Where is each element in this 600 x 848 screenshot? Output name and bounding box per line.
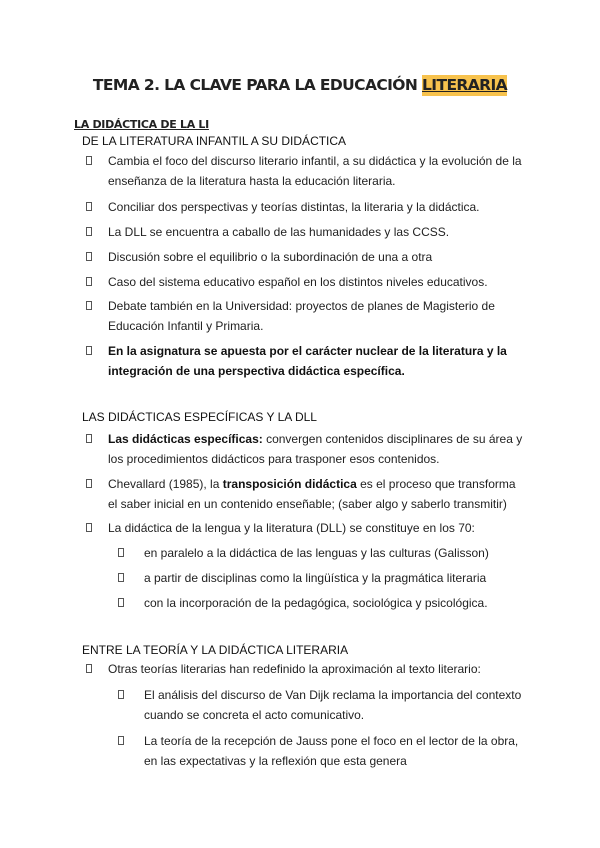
bullet-icon <box>86 252 92 261</box>
bullet-icon <box>86 479 92 488</box>
list-item: Chevallard (1985), la transposición didáctica es el proceso que transforma el saber inicial en un contenido enseñable; (saber algo y saberlo transmitir) <box>86 474 526 514</box>
bullet-icon <box>86 664 92 673</box>
bullet-icon <box>86 277 92 286</box>
list-item: Las didácticas específicas: convergen contenidos disciplinares de su área y los procedimientos didácticos para trasponer esos contenidos. <box>86 429 526 469</box>
bullet-icon <box>86 156 92 165</box>
bullet-icon <box>118 598 124 607</box>
list-item: con la incorporación de la pedagógica, sociológica y psicológica. <box>118 593 528 613</box>
bullet-icon <box>86 202 92 211</box>
bullet-icon <box>118 573 124 582</box>
bullet-icon <box>118 736 124 745</box>
list-item: a partir de disciplinas como la lingüística y la pragmática literaria <box>118 568 528 588</box>
list-item: Debate también en la Universidad: proyectos de planes de Magisterio de Educación Infantil y Primaria. <box>86 296 526 336</box>
bullet-icon <box>86 301 92 310</box>
list-item: En la asignatura se apuesta por el carácter nuclear de la literatura y la integración de una perspectiva didáctica específica. <box>86 341 526 381</box>
list-item: Cambia el foco del discurso literario infantil, a su didáctica y la evolución de la enseñanza de la literatura hasta la educación literaria. <box>86 151 526 191</box>
bullet-icon <box>86 346 92 355</box>
list-item: Otras teorías literarias han redefinido la aproximación al texto literario: <box>86 659 526 679</box>
list-item: La didáctica de la lengua y la literatura (DLL) se constituye en los 70: <box>86 518 526 538</box>
page-title <box>0 76 600 94</box>
list-item: La DLL se encuentra a caballo de las humanidades y las CCSS. <box>86 222 526 242</box>
bullet-icon <box>86 434 92 443</box>
title-highlight: LITERARIA <box>422 76 508 94</box>
section-label: LA DIDÁCTICA DE LA LI <box>74 118 209 131</box>
bullet-icon <box>118 690 124 699</box>
list-item: Caso del sistema educativo español en los distintos niveles educativos. <box>86 272 526 292</box>
bullet-icon <box>86 227 92 236</box>
section-heading-3: ENTRE LA TEORÍA Y LA DIDÁCTICA LITERARIA <box>82 643 349 657</box>
bullet-icon <box>118 548 124 557</box>
list-item: en paralelo a la didáctica de las lenguas y las culturas (Galisson) <box>118 543 528 563</box>
list-item: La teoría de la recepción de Jauss pone el foco en el lector de la obra, en las expectativas y la reflexión que esta genera <box>118 731 528 771</box>
section-heading-2: LAS DIDÁCTICAS ESPECÍFICAS Y LA DLL <box>82 410 317 424</box>
list-item: Discusión sobre el equilibrio o la subordinación de una a otra <box>86 247 526 267</box>
list-item: El análisis del discurso de Van Dijk reclama la importancia del contexto cuando se concreta el acto comunicativo. <box>118 685 528 725</box>
bullet-icon <box>86 523 92 532</box>
section-heading-1: DE LA LITERATURA INFANTIL A SU DIDÁCTICA <box>82 134 347 148</box>
list-item: Conciliar dos perspectivas y teorías distintas, la literaria y la didáctica. <box>86 197 526 217</box>
title-text: TEMA 2. LA CLAVE PARA LA EDUCACIÓN <box>92 76 423 94</box>
